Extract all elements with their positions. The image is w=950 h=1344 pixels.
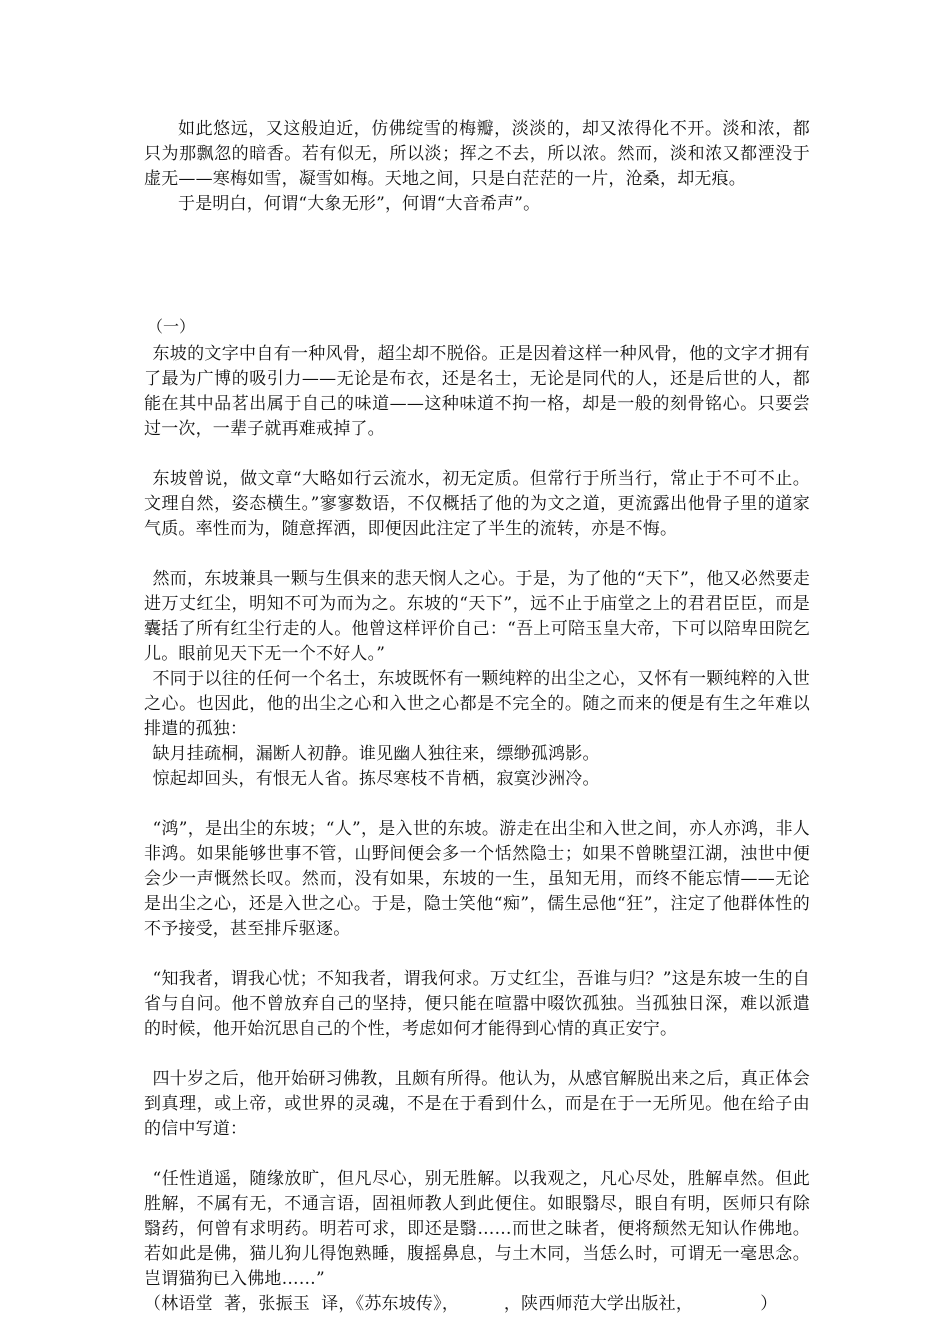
block-quote: “任性逍遥，随缘放旷，但凡尽心，别无胜解。以我观之，凡心尽处，胜解卓然。但此胜解，不属有无，不通言语，固祖师教人到此便住。如眼翳尽，眼自有明，医师只有除翳药，何曾有求明药。明若可求，即还是翳……而世之昧者，便将颓然无知认作佛地。若如此是佛，猫儿狗儿得饱熟睡，腹摇鼻息，与土木同，当恁么时，可谓无一毫思念。岂谓猫狗已入佛地……” — [144, 1169, 810, 1289]
intro-paragraph-2: 于是明白，何谓“大象无形”，何谓“大音希声”。 — [178, 194, 541, 214]
section-paragraph-1: 东坡的文字中自有一种风骨，超尘却不脱俗。正是因着这样一种风骨，他的文字才拥有了最为广博的吸引力——无论是布衣，还是名士，无论是同代的人，还是后世的人，都能在其中品茗出属于自己的味道——这种味道不拘一格，却是一般的刻骨铭心。只要尝过一次，一辈子就再难戒掉了。 — [144, 344, 810, 439]
section-paragraph-7: 四十岁之后，他开始研习佛教，且颇有所得。他认为，从感官解脱出来之后，真正体会到真理，或上帝，或世界的灵魂，不是在于看到什么，而是在于一无所见。他在给子由的信中写道： — [144, 1069, 810, 1139]
section-paragraph-5: “鸿”，是出尘的东坡；“人”，是入世的东坡。游走在出尘和入世之间，亦人亦鸿，非人非鸿。如果能够世事不管，山野间便会多一个恬然隐士；如果不曾眺望江湖，浊世中便会少一声慨然长叹。然而，没有如果，东坡的一生，虽知无用，而终不能忘情——无论是出尘之心，还是入世之心。于是，隐士笑他“痴”，儒生忌他“狂”，注定了他群体性的不予接受，甚至排斥驱逐。 — [144, 819, 810, 939]
poem — [144, 742, 810, 792]
section-paragraph-3: 然而，东坡兼具一颗与生俱来的悲天悯人之心。于是，为了他的“天下”，他又必然要走进万丈红尘，明知不可为而为之。东坡的“天下”，远不止于庙堂之上的君君臣臣，而是囊括了所有红尘行走的人。他曾这样评价自己：“吾上可陪玉皇大帝，下可以陪卑田院乞儿。眼前见天下无一个不好人。” — [144, 569, 810, 664]
poem-line: 缺月挂疏桐，漏断人初静。谁见幽人独往来，缥缈孤鸿影。 — [152, 744, 600, 764]
citation: （林语堂 著，张振玉 译，《苏东坡传》， ，陕西师范大学出版社， ） — [144, 1294, 778, 1314]
section-paragraph-6: “知我者，谓我心忧；不知我者，谓我何求。万丈红尘，吾谁与归？”这是东坡一生的自省与自问。他不曾放弃自己的坚持，便只能在喧嚣中啜饮孤独。当孤独日深，难以派遣的时候，他开始沉思自己的个性，考虑如何才能得到心情的真正安宁。 — [144, 969, 810, 1039]
poem-line: 惊起却回头，有恨无人省。拣尽寒枝不肯栖，寂寞沙洲冷。 — [152, 769, 600, 789]
section-heading: （一） — [147, 317, 196, 336]
section-paragraph-4: 不同于以往的任何一个名士，东坡既怀有一颗纯粹的出尘之心，又怀有一颗纯粹的入世之心。也因此，他的出尘之心和入世之心都是不完全的。随之而来的便是有生之年难以排遣的孤独： — [144, 669, 810, 739]
section-paragraph-2: 东坡曾说，做文章“大略如行云流水，初无定质。但常行于所当行，常止于不可不止。文理自然，姿态横生。”寥寥数语，不仅概括了他的为文之道，更流露出他骨子里的道家气质。率性而为，随意挥洒，即便因此注定了半生的流转，亦是不悔。 — [144, 469, 810, 539]
intro-paragraph-1: 如此悠远，又这般迫近，仿佛绽雪的梅瓣，淡淡的，却又浓得化不开。淡和浓，都只为那飘忽的暗香。若有似无，所以淡；挥之不去，所以浓。然而，淡和浓又都湮没于虚无——寒梅如雪，凝雪如梅。天地之间，只是白茫茫的一片，沧桑，却无痕。 — [144, 119, 810, 189]
